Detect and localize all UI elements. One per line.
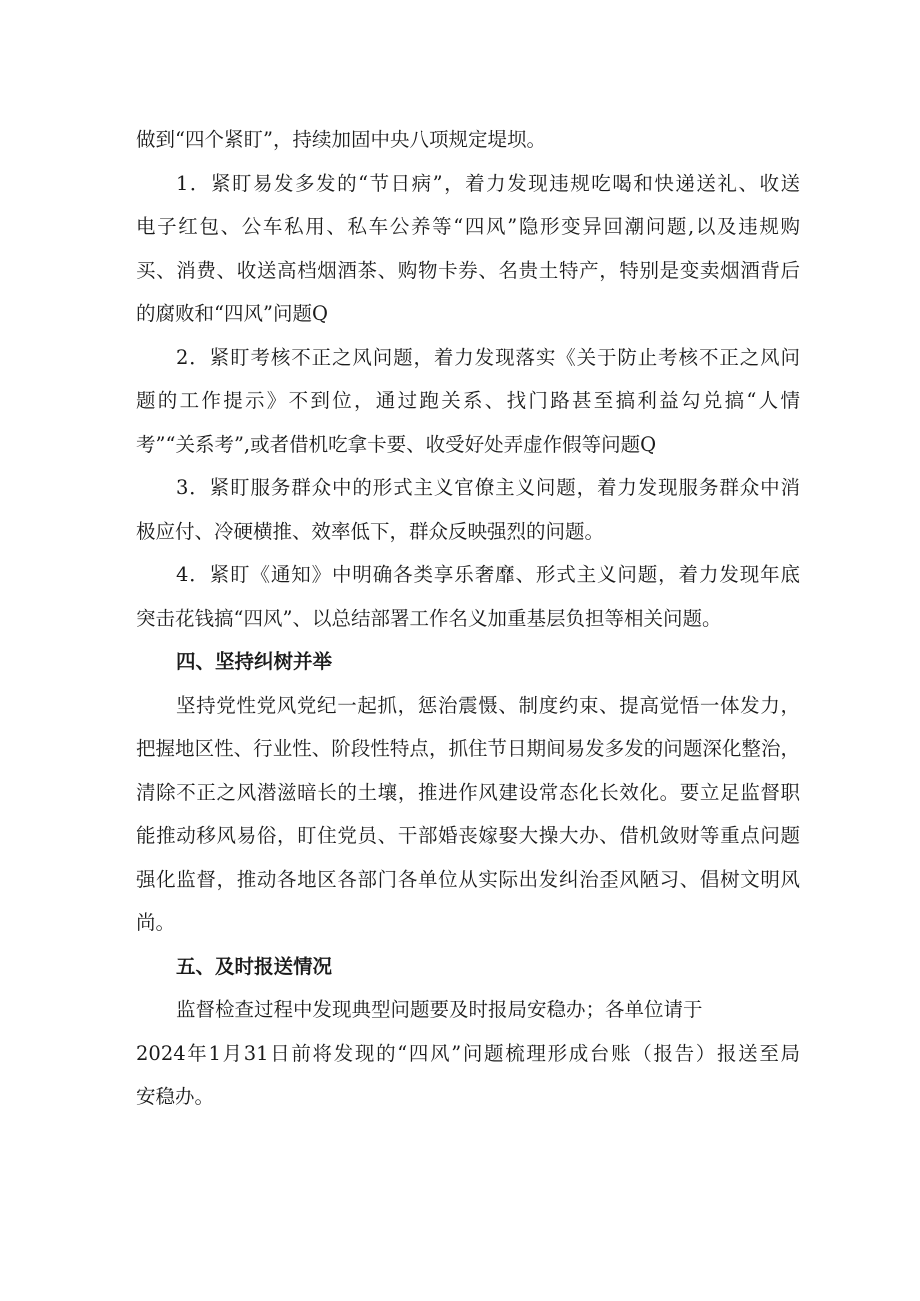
paragraph-line: 电子红包、公车私用、私车公养等“四风”隐形变异回潮问题,以及违规购 <box>136 215 800 238</box>
paragraph-line: 监督检查过程中发现典型问题要及时报局安稳办；各单位请于 <box>176 998 703 1021</box>
paragraph-line: 尚。 <box>136 911 176 934</box>
paragraph-line: 做到“四个紧盯”，持续加固中央八项规定堤坝。 <box>136 128 546 151</box>
paragraph-line: 强化监督，推动各地区各部门各单位从实际出发纠治歪风陋习、倡树文明风 <box>136 867 800 891</box>
paragraph-line: 安稳办。 <box>136 1085 215 1108</box>
paragraph-line: 题的工作提示》不到位，通过跑关系、找门路甚至搞利益勾兑搞“人情 <box>136 389 800 412</box>
item-4-paragraph <box>136 553 800 640</box>
paragraph-line: 2．紧盯考核不正之风问题，着力发现落实《关于防止考核不正之风问 <box>176 345 800 369</box>
section-4 <box>136 640 800 945</box>
item-2-paragraph <box>136 336 800 467</box>
paragraph-line: 考”“关系考”,或者借机吃拿卡要、收受好处弄虚作假等问题Q <box>136 432 657 456</box>
paragraph-line: 2024年1月31日前将发现的“四风”问题梳理形成台账（报告）报送至局 <box>136 1041 800 1065</box>
item-1-paragraph <box>136 162 800 336</box>
paragraph-line: 坚持党性党风党纪一起抓，惩治震慑、制度约束、提高觉悟一体发力， <box>176 693 800 717</box>
section-5 <box>136 945 800 1119</box>
paragraph-line: 清除不正之风潜滋暗长的土壤，推进作风建设常态化长效化。要立足监督职 <box>136 780 800 804</box>
paragraph-line: 4．紧盯《通知》中明确各类享乐奢靡、形式主义问题，着力发现年底 <box>176 563 800 586</box>
paragraph-line: 3．紧盯服务群众中的形式主义官僚主义问题，着力发现服务群众中消 <box>176 476 800 499</box>
section-5-heading: 五、及时报送情况 <box>176 954 333 978</box>
paragraph-line: 把握地区性、行业性、阶段性特点，抓住节日期间易发多发的问题深化整治， <box>136 737 800 760</box>
document-body <box>136 118 800 1119</box>
section-4-heading: 四、坚持纠树并举 <box>176 650 333 673</box>
paragraph-line: 的腐败和“四风”问题Q <box>136 302 328 325</box>
paragraph-line: 极应付、冷硬横推、效率低下，群众反映强烈的问题。 <box>136 519 605 543</box>
paragraph-line: 突击花钱搞“四风”、以总结部署工作名义加重基层负担等相关问题。 <box>136 606 722 630</box>
paragraph-line: 能推动移风易俗，盯住党员、干部婚丧嫁娶大操大办、借机敛财等重点问题 <box>136 824 800 847</box>
paragraph-line: 买、消费、收送高档烟酒茶、购物卡券、名贵土特产，特别是变卖烟酒背后 <box>136 258 800 282</box>
item-3-paragraph <box>136 466 800 553</box>
paragraph-line: 1．紧盯易发多发的“节日病”，着力发现违规吃喝和快递送礼、收送 <box>176 171 800 195</box>
intro-paragraph <box>136 118 800 162</box>
